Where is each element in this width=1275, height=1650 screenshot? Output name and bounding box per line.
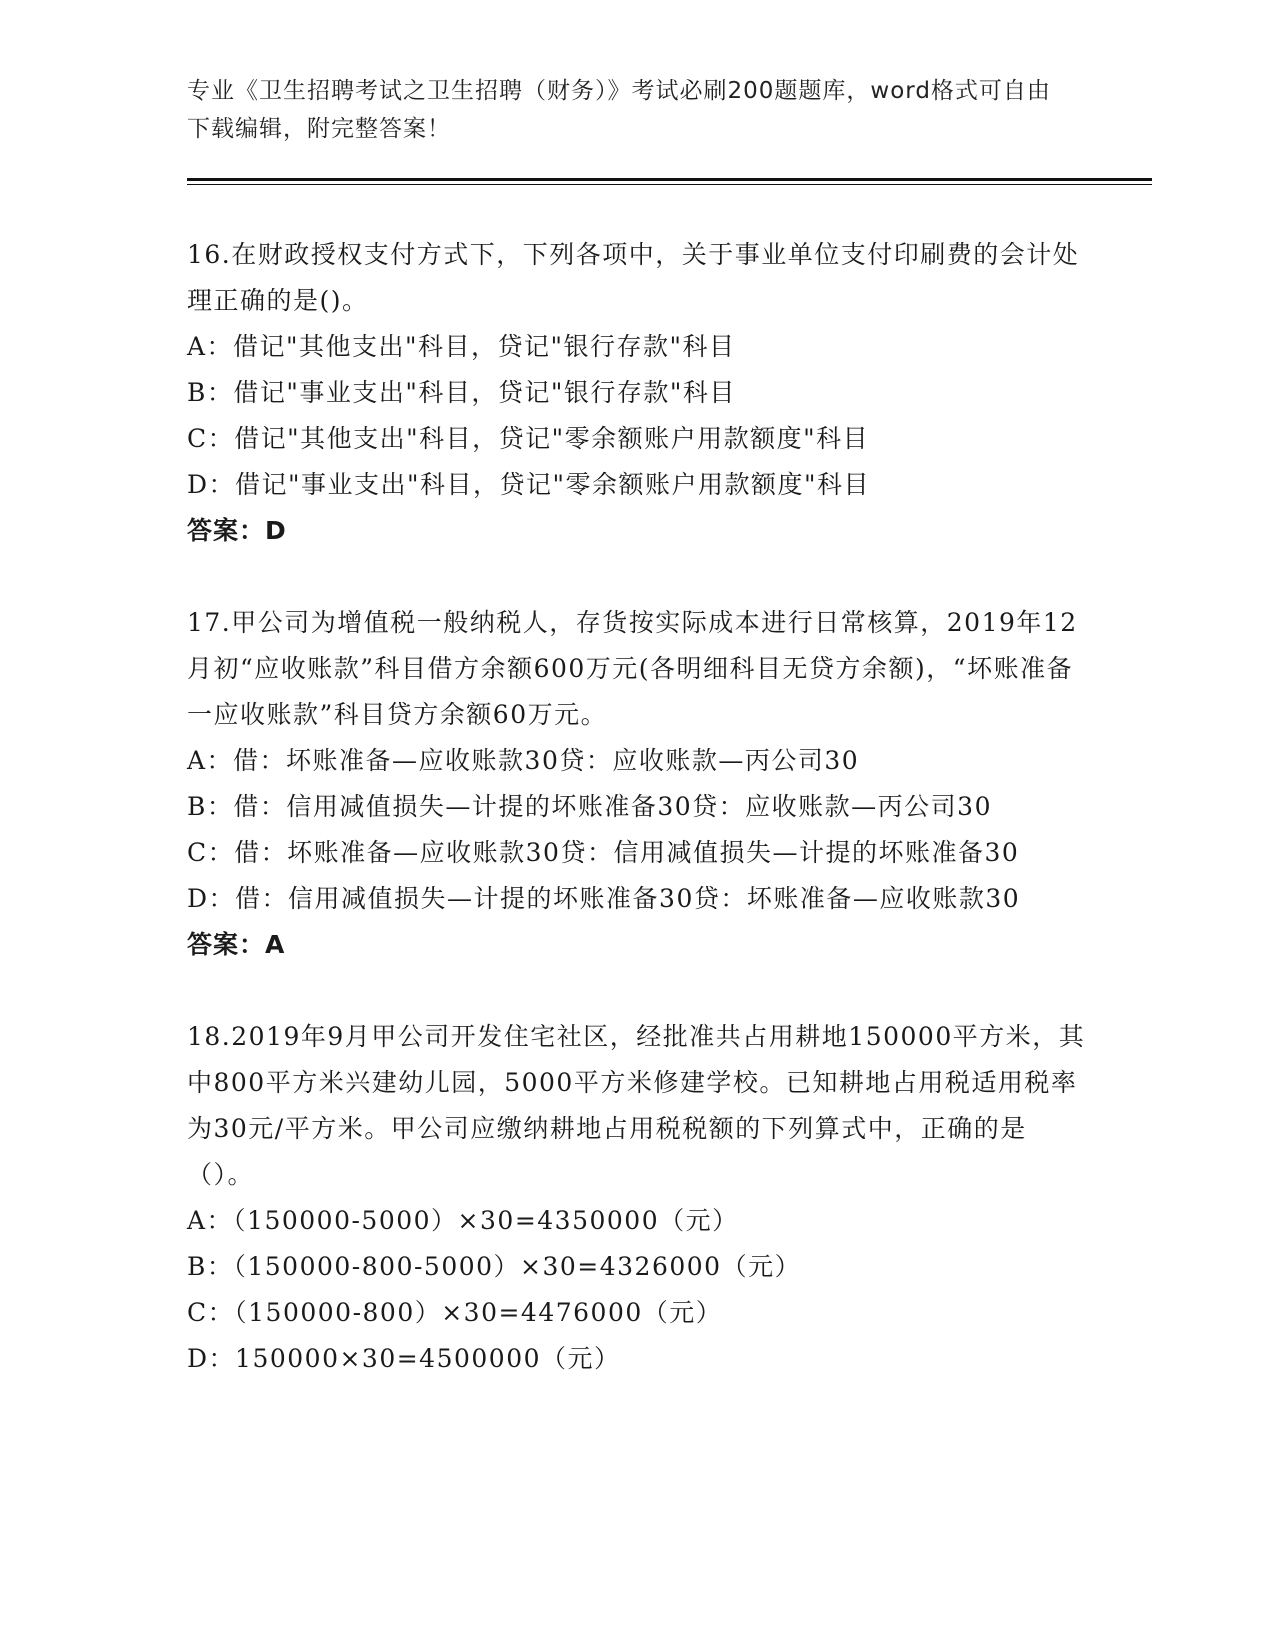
question-stem: 18.2019年9月甲公司开发住宅社区，经批准共占用耕地150000平方米，其中800平方米兴建幼儿园，5000平方米修建学校。已知耕地占用税适用税率为30元/平方米。甲公司应缴纳耕地占用税税额的下列算式中，正确的是（）。	[187, 1022, 1086, 1189]
option-b: B：（150000-800-5000）×30=4326000（元）	[187, 1252, 802, 1281]
option-d: D：150000×30=4500000（元）	[187, 1344, 621, 1373]
option-c: C：借记"其他支出"科目，贷记"零余额账户用款额度"科目	[187, 424, 870, 453]
option-a: A：借：坏账准备—应收账款30贷：应收账款—丙公司30	[187, 746, 860, 775]
answer-label: 答案：D	[187, 516, 287, 545]
question-16	[187, 232, 1087, 554]
option-c: C：（150000-800）×30=4476000（元）	[187, 1298, 723, 1327]
question-18	[187, 1014, 1087, 1382]
option-a: A：借记"其他支出"科目，贷记"银行存款"科目	[187, 332, 736, 361]
question-stem: 16.在财政授权支付方式下，下列各项中，关于事业单位支付印刷费的会计处理正确的是()。	[187, 240, 1080, 315]
question-17	[187, 600, 1087, 968]
option-b: B：借记"事业支出"科目，贷记"银行存款"科目	[187, 378, 736, 407]
header-divider-thick	[187, 178, 1152, 181]
option-d: D：借记"事业支出"科目，贷记"零余额账户用款额度"科目	[187, 470, 871, 499]
document-header: 专业《卫生招聘考试之卫生招聘（财务）》考试必刷200题题库，word格式可自由下载编辑，附完整答案！	[187, 78, 1051, 142]
question-list	[187, 232, 1087, 1428]
answer-label: 答案：A	[187, 930, 286, 959]
option-c: C：借：坏账准备—应收账款30贷：信用减值损失—计提的坏账准备30	[187, 838, 1020, 867]
question-stem: 17.甲公司为增值税一般纳税人，存货按实际成本进行日常核算，2019年12月初“应收账款”科目借方余额600万元(各明细科目无贷方余额)，“坏账准备一应收账款”科目贷方余额60万元。	[187, 608, 1078, 729]
option-a: A：（150000-5000）×30=4350000（元）	[187, 1206, 739, 1235]
header-divider-thin	[187, 184, 1152, 185]
option-d: D：借：信用减值损失—计提的坏账准备30贷：坏账准备—应收账款30	[187, 884, 1021, 913]
option-b: B：借：信用减值损失—计提的坏账准备30贷：应收账款—丙公司30	[187, 792, 992, 821]
